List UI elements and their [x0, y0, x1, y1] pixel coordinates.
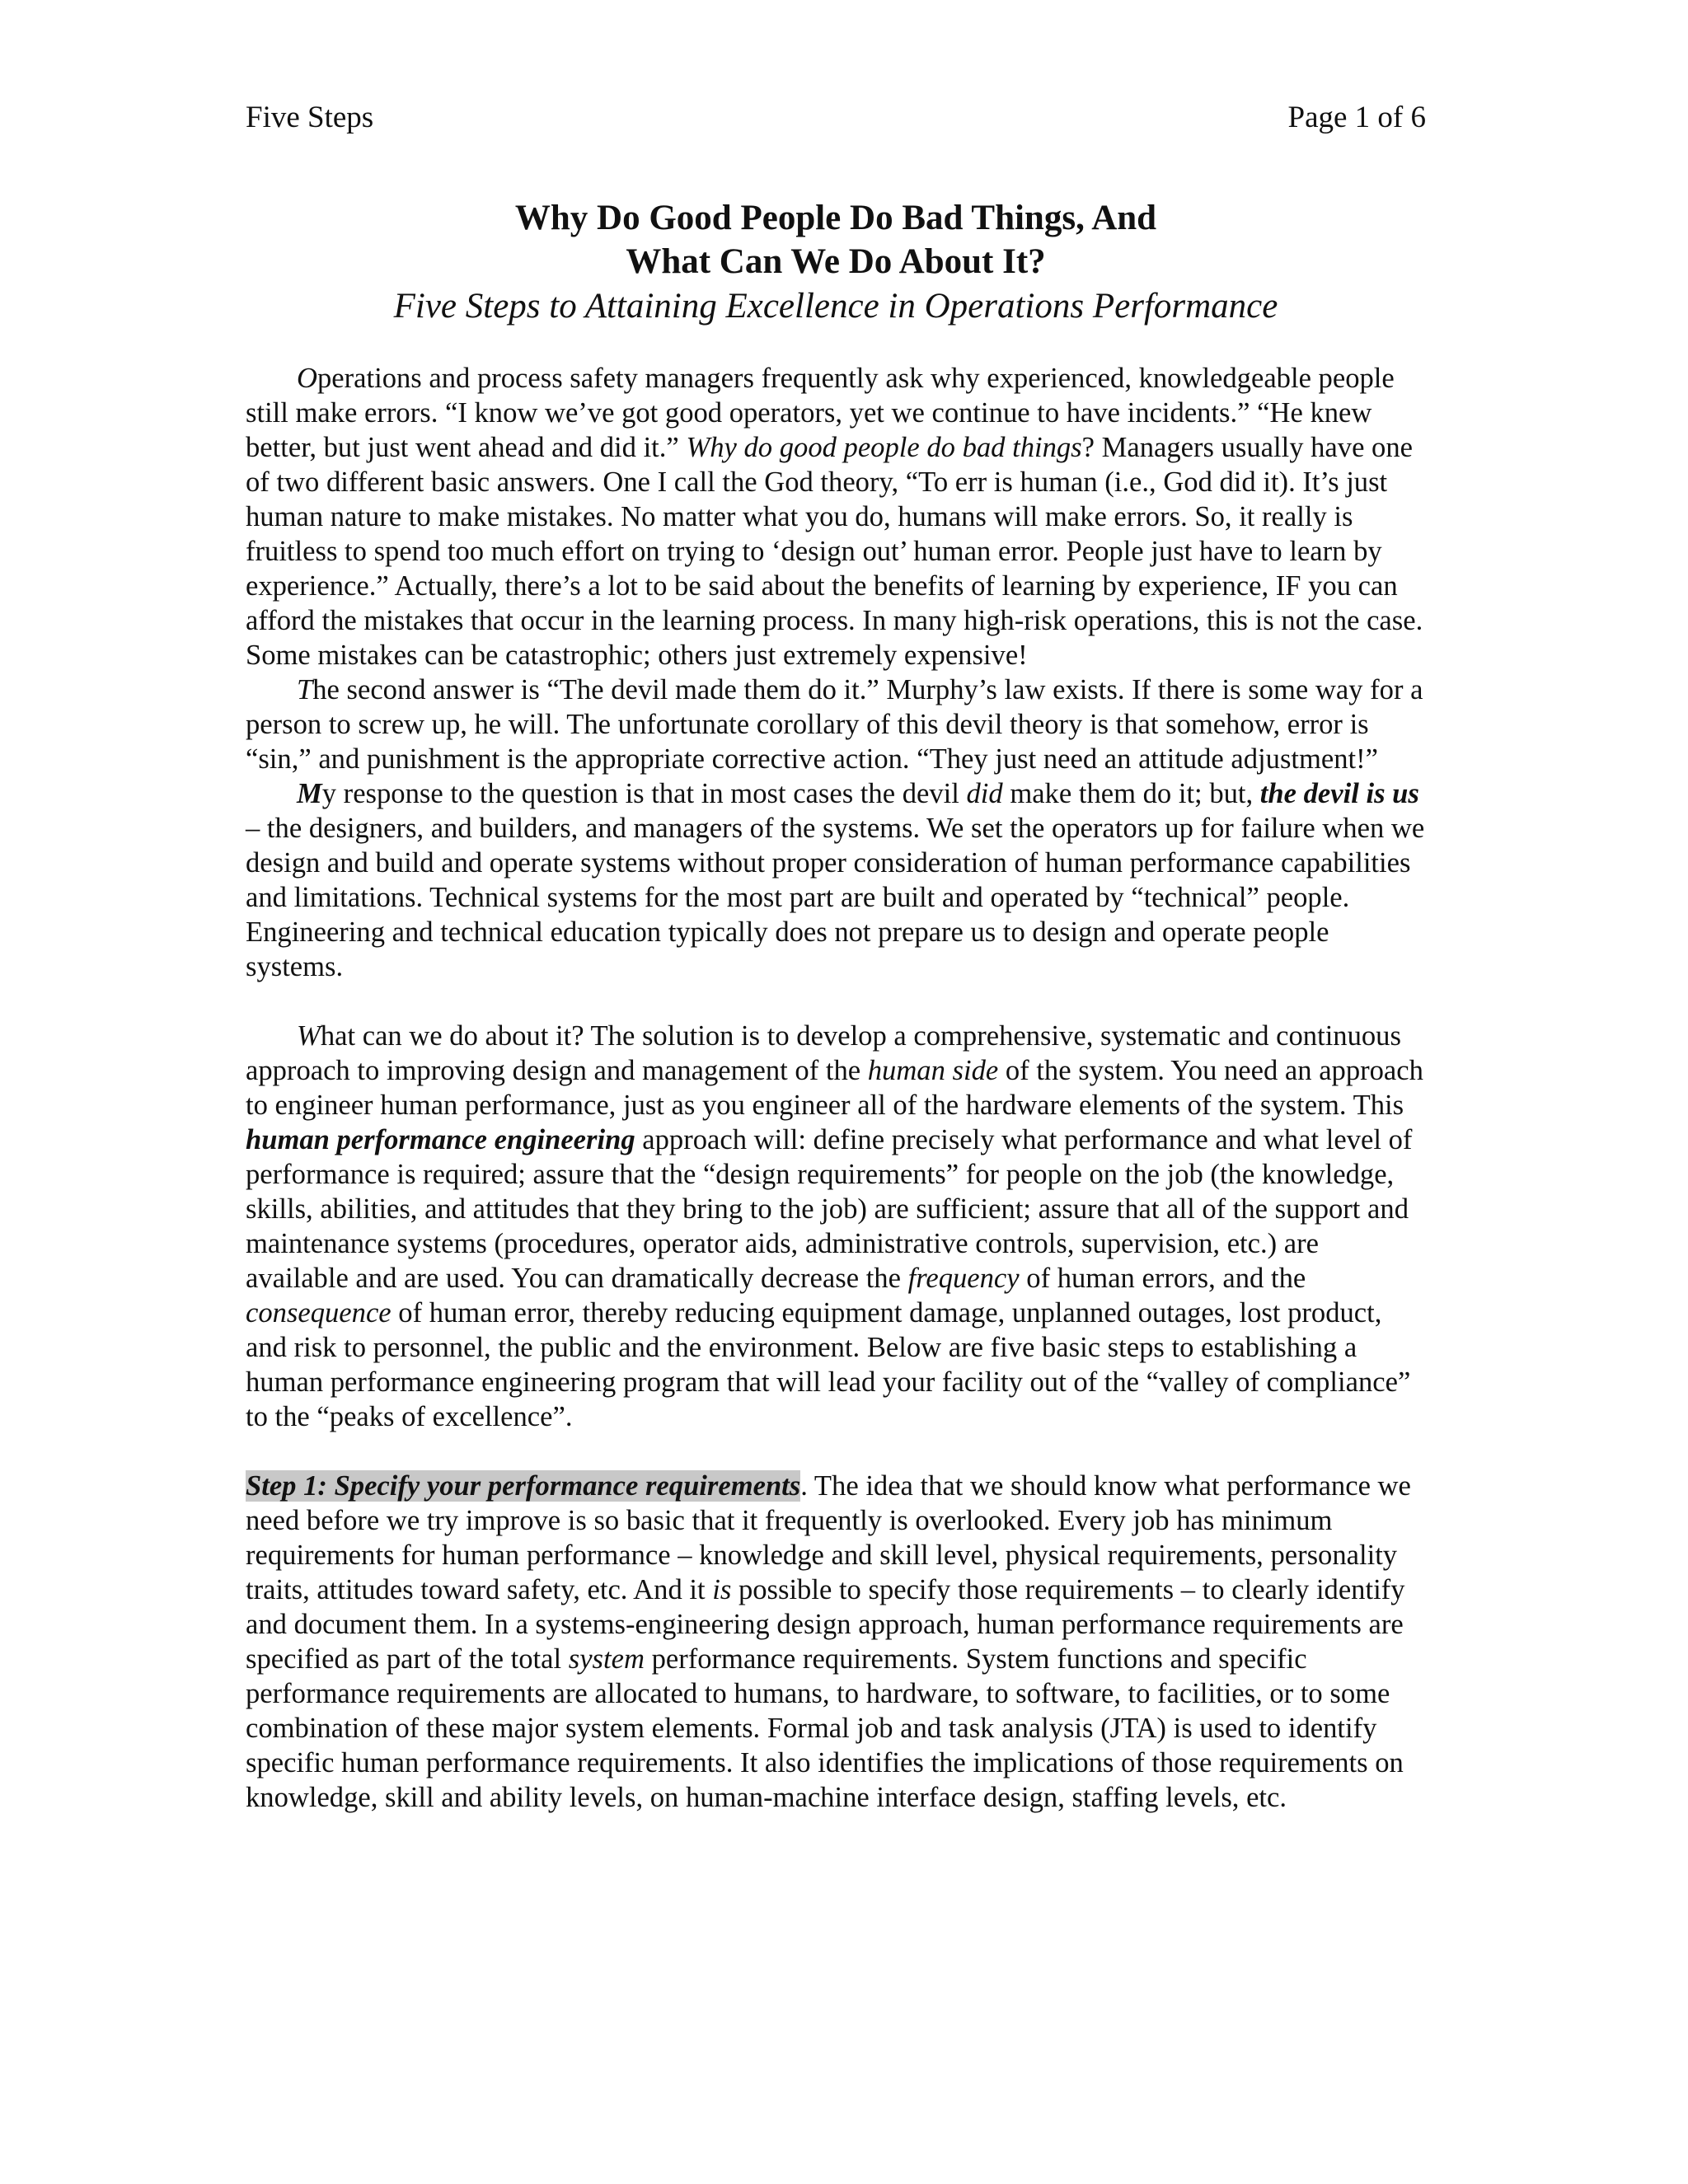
header-document-title: Five Steps: [246, 101, 374, 134]
paragraph-gap: [246, 984, 1426, 1019]
paragraph-text: possible to specify those requirements – to clearly identify and document them. In a systems-engineering design approach, human performance requirements are specified as part of the total: [246, 1574, 1405, 1675]
title-line-2: What Can We Do About It?: [626, 242, 1046, 281]
paragraph-text: he second answer is “The devil made them do it.” Murphy’s law exists. If there is some way for a person to screw up, he will. The unfortunate corollary of this devil theory is that somehow, error is “sin,” and punishment is the appropriate corrective action. “They just need an attitude adjustment!”: [246, 674, 1423, 775]
title-block: [246, 196, 1426, 330]
paragraph-text: make them do it; but,: [1002, 778, 1260, 809]
title-line-1: Why Do Good People Do Bad Things, And: [514, 199, 1157, 237]
paragraph-response: [246, 776, 1426, 984]
paragraph-god-theory: [246, 361, 1426, 673]
paragraph-devil-theory: [246, 673, 1426, 776]
emphasis-text: consequence: [246, 1297, 392, 1329]
paragraph-step-1: [246, 1469, 1426, 1815]
body-text: [246, 361, 1426, 1815]
paragraph-text: performance requirements. System functions and specific performance requirements are allocated to humans, to hardware, to software, to facilities, or to some combination of these major system elements. Formal job and task analysis (JTA) is used to identify specific human performance requirements. It also identifies the implications of those requirements on knowledge, skill and ability levels, on human-machine interface design, staffing levels, etc.: [246, 1643, 1404, 1813]
subtitle: Five Steps to Attaining Excellence in Operations Performance: [393, 287, 1278, 326]
paragraph-text: of human errors, and the: [1019, 1263, 1306, 1294]
emphasis-text: frequency: [907, 1263, 1020, 1294]
paragraph-text: hat can we do about it? The solution is to develop a comprehensive, systematic and continuous approach to improving design and management of the: [246, 1020, 1401, 1086]
step-1-heading: Step 1: Specify your performance requirements: [246, 1470, 801, 1502]
emphasis-text: system: [568, 1643, 645, 1675]
emphasis-text: is: [712, 1574, 732, 1605]
emphasis-text: human side: [867, 1055, 999, 1086]
paragraph-text: – the designers, and builders, and managers of the systems. We set the operators up for failure when we design and build and operate systems without proper consideration of human performance capabilities and limitations. Technical systems for the most part are built and operated by “technical” people. Engineering and technical education typically does not prepare us to design and operate people systems.: [246, 813, 1425, 982]
paragraph-solution: [246, 1019, 1426, 1434]
paragraph-text: perations and process safety managers frequently ask why experienced, knowledgeable people still make errors. “I know we’ve got good operators, yet we continue to have incidents.” “He knew better, but just went ahead and did it.”: [246, 363, 1395, 463]
paragraph-text: of human error, thereby reducing equipment damage, unplanned outages, lost product, and risk to personnel, the public and the environment. Below are five basic steps to establishing a human performance engineering program that will lead your facility out of the “valley of compliance” to the “peaks of excellence”.: [246, 1297, 1411, 1432]
drop-cap: W: [297, 1020, 321, 1052]
paragraph-text: y response to the question is that in most cases the devil: [321, 778, 967, 809]
emphasis-text: did: [966, 778, 1003, 809]
paragraph-text: . The idea that we should know what performance we need before we try improve is so basic that it frequently is overlooked. Every job has minimum requirements for human performance – knowledge and skill level, physical requirements, personality traits, attitudes toward safety, etc. And it: [246, 1470, 1411, 1605]
drop-cap: T: [297, 674, 313, 705]
paragraph-text: of the system. You need an approach to engineer human performance, just as you engineer all of the hardware elements of the system. This: [246, 1055, 1423, 1121]
emphasis-text: Why do good people do bad things: [686, 432, 1082, 463]
strong-emphasis-text: the devil is us: [1259, 778, 1419, 809]
strong-emphasis-text: human performance engineering: [246, 1124, 635, 1155]
paragraph-text: ? Managers usually have one of two different basic answers. One I call the God theory, “To err is human (i.e., God did it). It’s just human nature to make mistakes. No matter what you do, humans will make errors. So, it really is fruitless to spend too much effort on trying to ‘design out’ human error. People just have to learn by experience.” Actually, there’s a lot to be said about the benefits of learning by experience, IF you can afford the mistakes that occur in the learning process. In many high-risk operations, this is not the case. Some mistakes can be catastrophic; others just extremely expensive!: [246, 432, 1423, 671]
drop-cap: M: [297, 778, 322, 809]
header-page-number: Page 1 of 6: [1287, 101, 1426, 134]
page-header: [246, 97, 1426, 138]
paragraph-text: approach will: define precisely what performance and what level of performance is required; assure that the “design requirements” for people on the job (the knowledge, skills, abilities, and attitudes that they bring to the job) are sufficient; assure that all of the support and maintenance systems (procedures, operator aids, administrative controls, supervision, etc.) are available and are used. You can dramatically decrease the: [246, 1124, 1413, 1294]
drop-cap: O: [297, 363, 317, 394]
paragraph-gap: [246, 1434, 1426, 1469]
